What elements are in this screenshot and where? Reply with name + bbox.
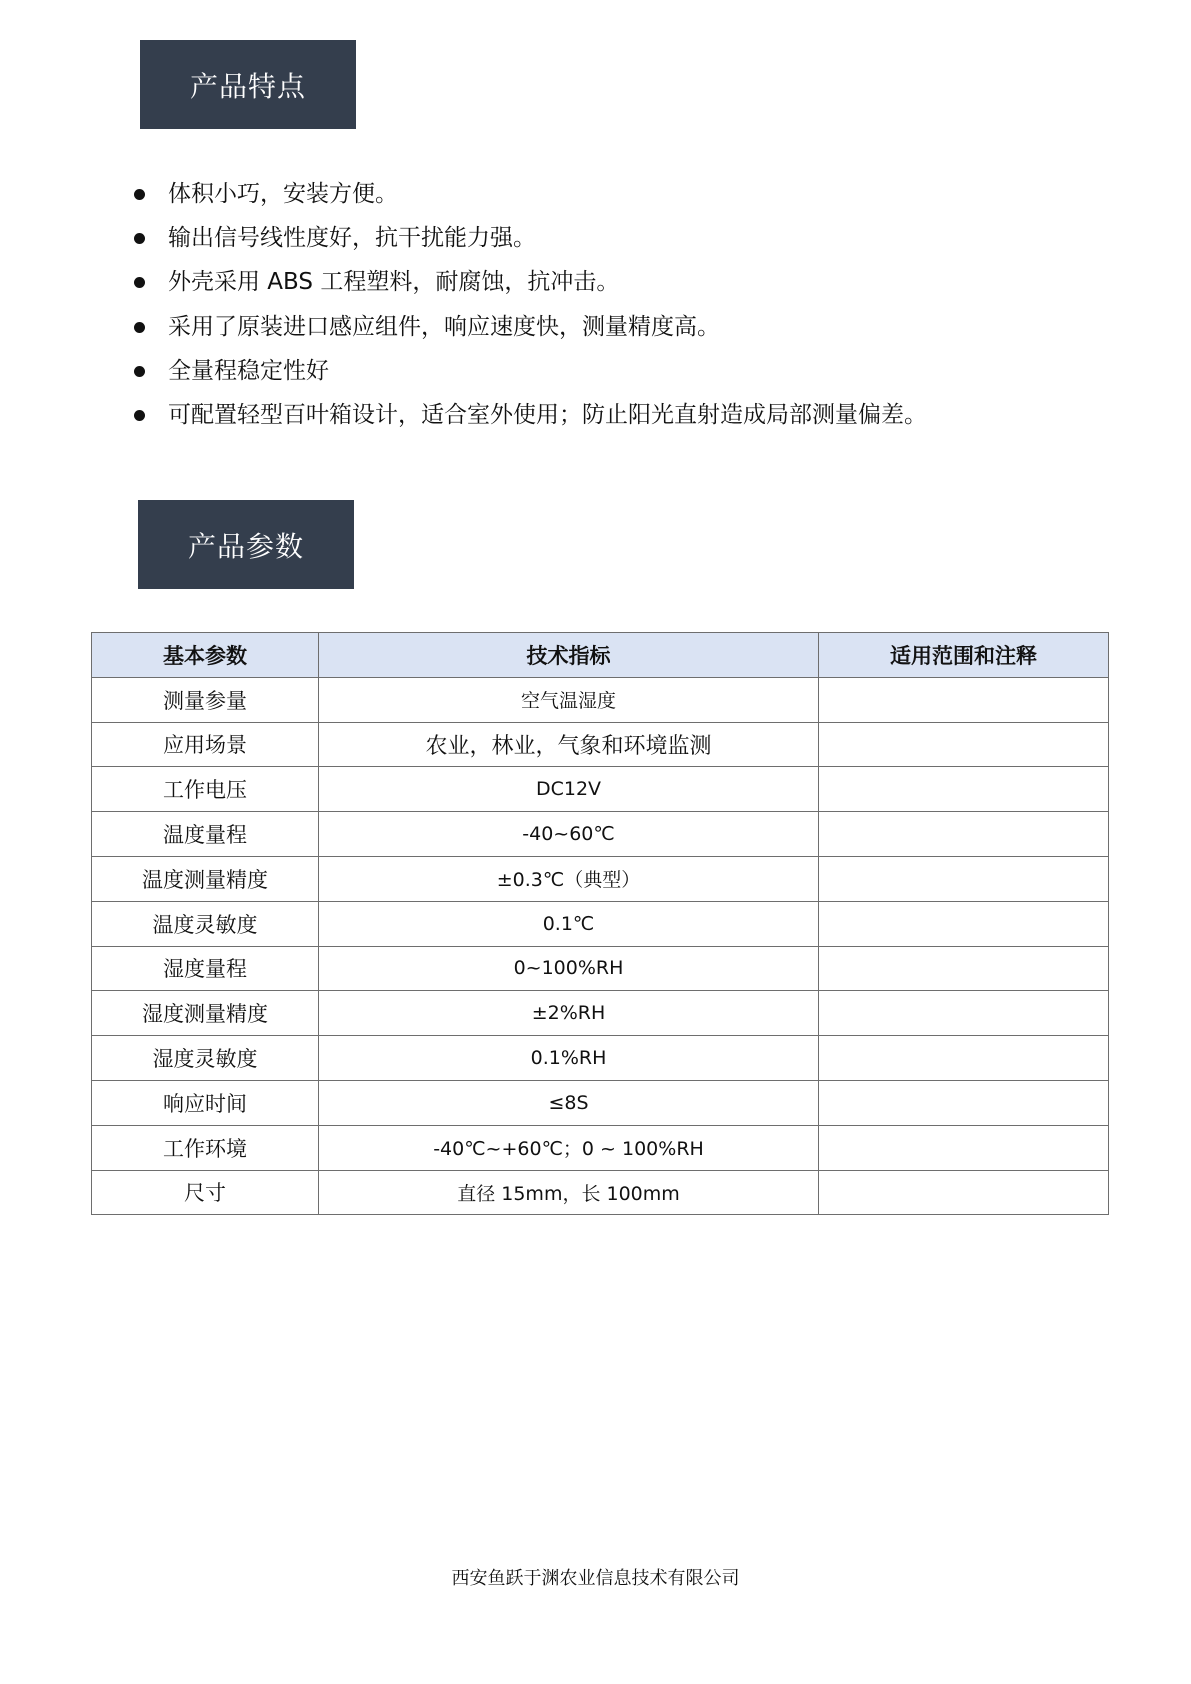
bullet-icon — [134, 233, 145, 244]
param-value: -40~60℃ — [319, 812, 819, 857]
param-note — [819, 856, 1109, 901]
table-row — [92, 856, 1109, 901]
param-note — [819, 901, 1109, 946]
param-label: 温度测量精度 — [92, 856, 319, 901]
table-row — [92, 1080, 1109, 1125]
param-value: 直径 15mm，长 100mm — [319, 1170, 819, 1215]
table-row — [92, 722, 1109, 767]
param-label: 湿度量程 — [92, 946, 319, 991]
param-note — [819, 1170, 1109, 1215]
header-tech-specs: 技术指标 — [319, 633, 819, 678]
features-list — [132, 172, 927, 437]
feature-item: 外壳采用 ABS 工程塑料，耐腐蚀，抗冲击。 — [132, 260, 927, 304]
param-note — [819, 677, 1109, 722]
table-row — [92, 1125, 1109, 1170]
feature-item: 体积小巧，安装方便。 — [132, 172, 927, 216]
param-note — [819, 946, 1109, 991]
param-value: 空气温湿度 — [319, 677, 819, 722]
param-label: 测量参量 — [92, 677, 319, 722]
bullet-icon — [134, 189, 145, 200]
param-note — [819, 1080, 1109, 1125]
table-row — [92, 991, 1109, 1036]
features-section-title: 产品特点 — [140, 40, 356, 129]
param-value: -40℃~+60℃；0 ~ 100%RH — [319, 1125, 819, 1170]
table-row — [92, 677, 1109, 722]
feature-item: 采用了原装进口感应组件，响应速度快，测量精度高。 — [132, 305, 927, 349]
param-value: 0.1%RH — [319, 1036, 819, 1081]
param-note — [819, 812, 1109, 857]
param-note — [819, 1125, 1109, 1170]
bullet-icon — [134, 366, 145, 377]
param-label: 尺寸 — [92, 1170, 319, 1215]
params-section-title: 产品参数 — [138, 500, 354, 589]
company-footer: 西安鱼跃于渊农业信息技术有限公司 — [451, 1568, 740, 1589]
table-row — [92, 901, 1109, 946]
param-value: 0.1℃ — [319, 901, 819, 946]
table-row — [92, 946, 1109, 991]
bullet-icon — [134, 410, 145, 421]
param-note — [819, 722, 1109, 767]
table-header-row — [92, 633, 1109, 678]
table-row — [92, 1036, 1109, 1081]
param-value: ±0.3℃（典型） — [319, 856, 819, 901]
feature-item: 输出信号线性度好，抗干扰能力强。 — [132, 216, 927, 260]
bullet-icon — [134, 277, 145, 288]
param-note — [819, 1036, 1109, 1081]
param-note — [819, 991, 1109, 1036]
header-scope-notes: 适用范围和注释 — [819, 633, 1109, 678]
param-label: 应用场景 — [92, 722, 319, 767]
param-value: ±2%RH — [319, 991, 819, 1036]
table-row — [92, 767, 1109, 812]
param-value: 农业，林业，气象和环境监测 — [319, 722, 819, 767]
table-row — [92, 812, 1109, 857]
param-label: 温度量程 — [92, 812, 319, 857]
param-label: 工作环境 — [92, 1125, 319, 1170]
param-label: 湿度测量精度 — [92, 991, 319, 1036]
param-label: 湿度灵敏度 — [92, 1036, 319, 1081]
param-label: 温度灵敏度 — [92, 901, 319, 946]
header-basic-params: 基本参数 — [92, 633, 319, 678]
feature-item: 全量程稳定性好 — [132, 349, 927, 393]
param-note — [819, 767, 1109, 812]
feature-item: 可配置轻型百叶箱设计，适合室外使用；防止阳光直射造成局部测量偏差。 — [132, 393, 927, 437]
param-value: ≤8S — [319, 1080, 819, 1125]
param-label: 工作电压 — [92, 767, 319, 812]
param-value: 0~100%RH — [319, 946, 819, 991]
param-label: 响应时间 — [92, 1080, 319, 1125]
params-table — [91, 632, 1109, 1215]
param-value: DC12V — [319, 767, 819, 812]
bullet-icon — [134, 322, 145, 333]
table-row — [92, 1170, 1109, 1215]
